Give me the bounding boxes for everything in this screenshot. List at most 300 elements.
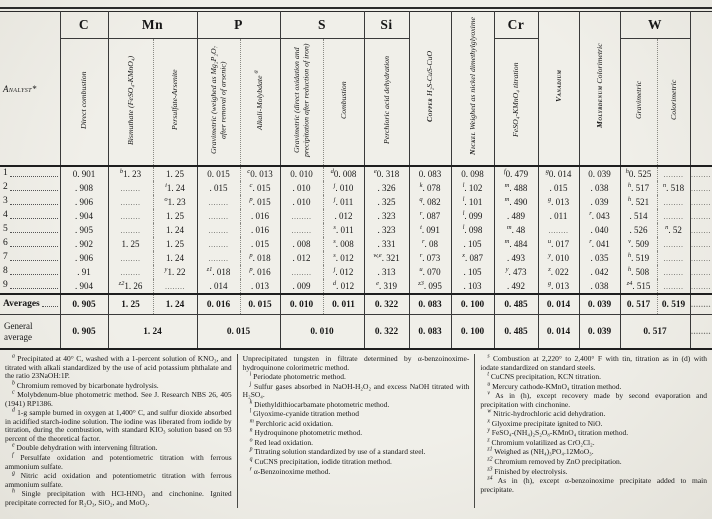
- footnote-mark: z3: [418, 280, 424, 287]
- footnote-mark: l: [462, 224, 465, 231]
- row-label: [0, 181, 60, 195]
- footnote-mark: z: [487, 437, 490, 444]
- footnote-mark: u: [487, 381, 491, 388]
- column-method: Perchloric acid dehydration: [381, 55, 391, 145]
- data-cell: $^c$. 015: [240, 181, 280, 195]
- row-label-text: 5: [3, 224, 8, 235]
- footnote-mark: r: [422, 238, 425, 245]
- footnote-mark: x: [462, 252, 465, 259]
- column-label: [252, 40, 265, 160]
- data-cell: $^e$0. 318: [364, 166, 409, 181]
- column-method: Colorimetric: [594, 43, 604, 84]
- general-average-cell: 0. 014: [538, 315, 579, 350]
- row-label: [0, 195, 60, 209]
- average-cell: 0. 010: [280, 294, 323, 315]
- footnote-mark: o: [249, 437, 253, 444]
- table-row: [0, 237, 712, 251]
- footnote-mark: m: [506, 224, 512, 231]
- dotted-leader: [10, 215, 58, 219]
- data-cell: . 492: [494, 279, 538, 294]
- column-full-header: [579, 12, 620, 167]
- data-cell: . 040: [579, 223, 620, 237]
- data-cell: $^u$. 017: [538, 237, 579, 251]
- data-cell: $^b$1. 23: [108, 166, 153, 181]
- average-cell: 0. 016: [197, 294, 240, 315]
- footnote-mark: r: [419, 252, 423, 259]
- average-cell: 0. 015: [240, 294, 280, 315]
- analyst-header: Analyst*: [0, 12, 60, 167]
- data-cell: $^r$. 043: [579, 209, 620, 223]
- data-cell: $^l$. 099: [451, 209, 494, 223]
- general-average-cell: 0. 039: [579, 315, 620, 350]
- group-symbol: Cr: [494, 12, 538, 39]
- column-method: Bismuthate (FeSO₄-KMnO₄): [125, 55, 135, 145]
- data-cell: . 010: [280, 181, 323, 195]
- column-method: H₂S-CuS-CuO: [425, 50, 435, 96]
- column-label: [634, 40, 644, 160]
- data-cell: $^j$. 011: [323, 195, 364, 209]
- row-label-wrap: [0, 225, 60, 235]
- footnote-mark: g: [12, 470, 15, 477]
- footnote-mark: e: [12, 442, 15, 449]
- data-cell: . 038: [579, 279, 620, 294]
- footnote: $^b$ Chromium removed by bicarbonate hydrolysis.: [12, 380, 159, 390]
- data-cell: $^k$. 078: [409, 181, 451, 195]
- column-title: Nickel: [467, 131, 477, 155]
- footnote-mark: l: [249, 408, 252, 415]
- column-label: [425, 12, 435, 160]
- data-cell: . 035: [579, 251, 620, 265]
- average-cell: 0. 519: [657, 294, 690, 315]
- footnote-mark: w,e: [373, 252, 382, 259]
- footnote-mark: i: [249, 371, 252, 378]
- footnote: $^h$ Single precipitation with HCl-HNO₃ and cinchonine. Ignited precipitate corrected for R₂O₃, SiO₂, and MoO₃.: [5, 488, 232, 507]
- footnote-mark: m: [249, 418, 254, 425]
- table-row: [0, 251, 712, 265]
- footnote-mark: d: [12, 407, 15, 414]
- column-label: [382, 40, 392, 160]
- row-label-wrap: [0, 169, 60, 179]
- data-cell: [657, 209, 690, 223]
- row-label: [0, 251, 60, 265]
- footnote-mark: h: [627, 252, 632, 259]
- table-row: [0, 195, 712, 209]
- data-cell: [657, 265, 690, 279]
- footnote-mark: m: [504, 196, 510, 203]
- column-label: [468, 12, 478, 160]
- data-cell: $^r$. 073: [409, 251, 451, 265]
- data-cell: [280, 209, 323, 223]
- row-label: [0, 315, 60, 350]
- data-cell: $^d$0. 008: [323, 166, 364, 181]
- footnote-mark: q: [419, 196, 423, 203]
- row-label-text: 6: [3, 238, 8, 249]
- data-cell: [197, 209, 240, 223]
- method-header: [153, 39, 197, 166]
- footnote-mark: k: [419, 182, 423, 189]
- footnote-mark: s: [333, 224, 336, 231]
- data-cell: [690, 209, 712, 223]
- data-cell: . 016: [240, 209, 280, 223]
- row-label-wrap: [0, 300, 60, 310]
- column-label: [511, 40, 521, 160]
- general-average-cell: 0. 010: [280, 315, 364, 350]
- average-cell: 0. 322: [364, 294, 409, 315]
- general-average-cell: 0. 517: [620, 315, 690, 350]
- footnote-mark: e: [373, 168, 377, 175]
- footnote-mark: a: [12, 353, 15, 360]
- footnote: $^w$ Nitric-hydrochloric acid dehydration.: [487, 408, 606, 419]
- footnote-mark: m: [504, 182, 510, 189]
- data-cell: $^r$. 041: [579, 237, 620, 251]
- data-cell: [690, 223, 712, 237]
- data-cell: $^v$. 509: [620, 237, 657, 251]
- column-label: [209, 40, 228, 160]
- footnote-mark: d: [330, 168, 334, 175]
- data-cell: $^{z4}$. 515: [620, 279, 657, 294]
- footnote-mark: p: [249, 252, 253, 259]
- footnote: $^r$ α-Benzoinoxime method.: [249, 466, 331, 476]
- footnote: $^{z3}$ Finished by electrolysis.: [487, 466, 568, 476]
- row-label: [0, 223, 60, 237]
- footnote-mark: j: [333, 196, 336, 203]
- data-cell: $^p$. 015: [240, 195, 280, 209]
- data-cell: $^z$. 022: [538, 265, 579, 279]
- footnote-mark: w: [487, 408, 492, 415]
- column-method: Gravimetric (weighed as Mg₂P₂O₇ after removal of arsenic): [208, 45, 228, 155]
- dotted-leader: [10, 285, 58, 289]
- footnote: $^a$ Precipitated at 40° C, washed with a 1-percent solution of KNO₃, and titrated with alkali standardized by the use of acid potassium phthalate and the ratio 23NaOH:1P.: [5, 353, 232, 381]
- data-cell: . 908: [60, 181, 108, 195]
- dotted-leader: [10, 201, 58, 205]
- symbol-row: [0, 12, 712, 39]
- footnote: $^z$ Chromium volatilized as CrO₂Cl₂.: [487, 437, 595, 447]
- footnote-mark: h: [625, 168, 629, 175]
- data-cell: $^p$. 016: [240, 265, 280, 279]
- footnote-mark: j: [249, 381, 252, 388]
- footnote-mark: v: [487, 390, 490, 397]
- data-cell: $^h$. 519: [620, 251, 657, 265]
- footnote: $^u$ Mercury cathode-KMnO₄ titration method.: [487, 381, 622, 391]
- data-cell: . 012: [280, 251, 323, 265]
- data-cell: $^m$. 48: [494, 223, 538, 237]
- data-cell: . 902: [60, 237, 108, 251]
- data-cell: 1. 25: [153, 166, 197, 181]
- footnote-mark: q: [249, 456, 253, 463]
- data-cell: $^{z1}$. 018: [197, 265, 240, 279]
- data-cell: $^j$. 012: [323, 265, 364, 279]
- footnote: $^c$ Molybdenum-blue photometric method. See J. Research NBS 26, 405 (1941) RP1386.: [5, 389, 232, 408]
- footnote-mark: y: [548, 252, 551, 259]
- footnote-mark: j: [333, 182, 336, 189]
- data-cell: $^h$. 508: [620, 265, 657, 279]
- data-cell: [690, 251, 712, 265]
- footnotes: [0, 354, 712, 508]
- data-cell: [280, 265, 323, 279]
- row-label: [0, 294, 60, 315]
- data-cell: $^s$. 011: [323, 223, 364, 237]
- data-cell: [657, 195, 690, 209]
- column-method: Colorimetric: [668, 79, 678, 121]
- data-cell: . 514: [620, 209, 657, 223]
- footnote: $^n$ Hydroquinone photometric method.: [249, 427, 363, 438]
- table-row: [0, 265, 712, 279]
- row-label-wrap: [0, 239, 60, 249]
- data-cell: $^m$. 488: [494, 181, 538, 195]
- method-header: [323, 39, 364, 166]
- data-cell: . 323: [364, 209, 409, 223]
- column-method: Gravimetric (direct oxidation and precipitation after reduction of iron): [291, 43, 311, 157]
- footnote-mark: p: [249, 196, 253, 203]
- data-cell: . 039: [579, 195, 620, 209]
- data-cell: [108, 265, 153, 279]
- footnote-mark: z1: [487, 446, 493, 453]
- data-cell: [197, 223, 240, 237]
- footnote-mark: t: [420, 224, 422, 231]
- average-cell: 1. 25: [108, 294, 153, 315]
- data-cell: $^m$. 484: [494, 237, 538, 251]
- row-label: [0, 209, 60, 223]
- data-cell: . 526: [620, 223, 657, 237]
- data-cell: $^y$. 010: [538, 251, 579, 265]
- footnote-mark: r: [249, 466, 252, 473]
- column-method: Gravimetric: [633, 80, 643, 120]
- data-cell: 1. 24: [153, 251, 197, 265]
- footnote-mark: u: [547, 238, 552, 245]
- data-cell: $^f$0. 479: [494, 166, 538, 181]
- footnote: $^e$ Double dehydration with intervening filtration.: [12, 442, 158, 453]
- data-cell: . 323: [364, 223, 409, 237]
- general-average-cell: 0. 015: [197, 315, 280, 350]
- data-cell: [280, 223, 323, 237]
- data-cell: 0. 039: [579, 166, 620, 181]
- average-cell: 0. 100: [451, 294, 494, 315]
- group-symbol: S: [280, 12, 364, 39]
- general-average-cell: [690, 315, 712, 350]
- data-cell: . 105: [451, 265, 494, 279]
- column-method: Direct combustion: [79, 71, 89, 129]
- average-cell: 1. 24: [153, 294, 197, 315]
- footnote: $^s$ Combustion at 2,220° to 2,400° F with tin, titration as in (d) with iodate standardized on standard steels.: [480, 353, 708, 372]
- footnote-mark: c: [12, 389, 15, 396]
- footnote-mark: h: [627, 182, 632, 189]
- footnote-mark: i: [165, 182, 167, 189]
- data-cell: $^g$0. 014: [538, 166, 579, 181]
- data-cell: $^u$. 070: [409, 265, 451, 279]
- data-cell: . 91: [60, 265, 108, 279]
- general-average-cell: 1. 24: [108, 315, 197, 350]
- data-cell: 0. 083: [409, 166, 451, 181]
- footnote: $^{z1}$ Weighed as (NH₄)₃PO₄.12MoO₃.: [487, 446, 594, 457]
- data-cell: $^n$. 52: [657, 223, 690, 237]
- row-label-text: 1: [3, 168, 8, 179]
- data-cell: $^d$. 012: [323, 279, 364, 294]
- data-cell: . 489: [494, 209, 538, 223]
- column-full-header: [409, 12, 451, 167]
- footnote-mark: l: [462, 182, 465, 189]
- data-cell: [153, 279, 197, 294]
- column-label: [339, 40, 349, 160]
- footnote-mark: n: [665, 224, 669, 231]
- data-cell: [690, 181, 712, 195]
- row-label: [0, 279, 60, 294]
- data-cell: $^h$0. 525: [620, 166, 657, 181]
- footnote-mark: n: [249, 427, 253, 434]
- data-cell: . 326: [364, 181, 409, 195]
- row-label-wrap: [0, 267, 60, 277]
- data-cell: [197, 195, 240, 209]
- data-cell: [108, 223, 153, 237]
- dotted-leader: [10, 229, 58, 233]
- group-symbol: W: [620, 12, 690, 39]
- row-label: [0, 265, 60, 279]
- table-wrap: [0, 7, 712, 350]
- general-average-cell: 0. 322: [364, 315, 409, 350]
- column-method: Combustion: [338, 81, 348, 119]
- column-label: [595, 12, 605, 160]
- page: [0, 7, 712, 519]
- data-cell: $^r$. 08: [409, 237, 451, 251]
- data-cell: [108, 209, 153, 223]
- footnote-mark: h: [627, 196, 632, 203]
- data-cell: 0. 010: [280, 166, 323, 181]
- data-cell: $^g$. 013: [538, 279, 579, 294]
- footnote-mark: z2: [118, 280, 125, 287]
- footnote-mark: r: [589, 210, 592, 217]
- data-cell: [690, 195, 712, 209]
- column-label: [170, 40, 180, 160]
- footnote: $^y$ FeSO₄-(NH₄)₂S₂O₈-KMnO₄ titration method.: [487, 427, 629, 438]
- footnote: $^q$ CuCNS precipitation, iodide titration method.: [249, 456, 392, 467]
- data-cell: . 906: [60, 195, 108, 209]
- footnote-mark: u: [419, 266, 423, 273]
- general-average-cell: 0. 100: [451, 315, 494, 350]
- dotted-leader: [42, 303, 58, 307]
- data-cell: . 042: [579, 265, 620, 279]
- data-cell: $^g$. 013: [538, 195, 579, 209]
- table-row: [0, 166, 712, 181]
- footnote-mark: p: [249, 266, 253, 273]
- dotted-leader: [10, 187, 58, 191]
- footnote-mark: n: [662, 182, 667, 189]
- data-cell: . 015: [538, 181, 579, 195]
- data-cell: $^c$0. 013: [240, 166, 280, 181]
- group-symbol: C: [60, 12, 108, 39]
- data-cell: . 105: [451, 237, 494, 251]
- general-average-row: [0, 315, 712, 350]
- column-method: Weighed as nickel dimethylglyoxime: [467, 17, 477, 130]
- data-cell: [690, 265, 712, 279]
- footnote-mark: f: [12, 452, 14, 459]
- footnote: $^g$ Nitric acid oxidation and potentiometric titration with ferrous ammonium sulfate.: [5, 470, 232, 489]
- average-cell: 0. 011: [323, 294, 364, 315]
- footnote-mark: s: [333, 238, 336, 245]
- footnote-mark: e: [376, 280, 379, 287]
- footnote: $^{z4}$ As in (h), except α-benzoinoxime precipitate added to main precipitate.: [480, 475, 707, 494]
- data-cell: 0. 098: [451, 166, 494, 181]
- row-label-text: 8: [3, 266, 8, 277]
- data-cell: [690, 166, 712, 181]
- table-row: [0, 223, 712, 237]
- data-cell: 0. 901: [60, 166, 108, 181]
- data-cell: $^t$. 091: [409, 223, 451, 237]
- average-cell: 0. 485: [494, 294, 538, 315]
- column-method: Alkali-Molybdate: [255, 75, 265, 130]
- row-label-text: 2: [3, 182, 8, 193]
- footnote-mark: k: [249, 399, 253, 406]
- footnote: $^j$ Sulfur gases absorbed in NaOH-H₂O₂ and excess NaOH titrated with H₂SO₄.: [242, 381, 470, 400]
- footnote-mark: o: [164, 196, 168, 203]
- footnote-mark: j: [333, 266, 336, 273]
- column-method: FeSO₄-KMnO₄ titration: [511, 62, 521, 138]
- data-cell: [690, 279, 712, 294]
- footnote: $^l$ Glyoxime-cyanide titration method: [249, 408, 359, 419]
- footnote-column: [474, 354, 712, 508]
- data-cell: $^s$. 008: [323, 237, 364, 251]
- data-cell: $^y$1. 22: [153, 265, 197, 279]
- footnote: $^v$ As in (h), except recovery made by second evaporation and precipitation with cinchonine.: [480, 390, 708, 409]
- footnote-mark: r: [419, 210, 423, 217]
- data-cell: 0. 015: [197, 166, 240, 181]
- dotted-leader: [10, 257, 58, 261]
- column-title: Molybdenum: [594, 85, 604, 129]
- method-header: [494, 39, 538, 166]
- data-cell: [197, 251, 240, 265]
- row-label-wrap: [0, 183, 60, 193]
- data-cell: [108, 251, 153, 265]
- footnote-mark: z3: [487, 466, 493, 473]
- table-row: [0, 181, 712, 195]
- column-full-header: [451, 12, 494, 167]
- group-symbol: P: [197, 12, 280, 39]
- data-cell: $^{w,e}$. 321: [364, 251, 409, 265]
- data-cell: [108, 195, 153, 209]
- row-label: [0, 166, 60, 181]
- data-cell: . 013: [240, 279, 280, 294]
- data-cell: $^x$. 087: [451, 251, 494, 265]
- data-cell: $^n$. 518: [657, 181, 690, 195]
- row-label-text: 7: [3, 252, 8, 263]
- row-label-text: 3: [3, 196, 8, 207]
- footnote-mark: p: [249, 446, 253, 453]
- column-title: Vanadium: [553, 69, 563, 103]
- data-cell: . 493: [494, 251, 538, 265]
- footnote-mark: y: [487, 427, 490, 434]
- data-cell: . 331: [364, 237, 409, 251]
- column-label: [292, 40, 311, 160]
- data-cell: [657, 251, 690, 265]
- data-cell: . 011: [538, 209, 579, 223]
- footnote-mark: b: [119, 168, 124, 175]
- footnote-mark: b: [12, 380, 15, 387]
- results-table: [0, 11, 712, 350]
- footnote-mark: l: [462, 196, 465, 203]
- table-body: [0, 166, 712, 349]
- footnote: $^i$ Periodate photometric method.: [249, 371, 346, 382]
- method-header: [197, 39, 240, 166]
- method-header: [240, 39, 280, 166]
- row-label-wrap: [0, 253, 60, 263]
- footnote-mark: x: [487, 418, 490, 425]
- data-cell: . 010: [280, 195, 323, 209]
- dotted-leader: [10, 271, 58, 275]
- data-cell: $^p$. 018: [240, 251, 280, 265]
- data-cell: . 313: [364, 265, 409, 279]
- footnote-column: [237, 354, 475, 508]
- footnote-mark: h: [627, 266, 632, 273]
- column-label: [554, 12, 564, 160]
- data-cell: $^e$. 319: [364, 279, 409, 294]
